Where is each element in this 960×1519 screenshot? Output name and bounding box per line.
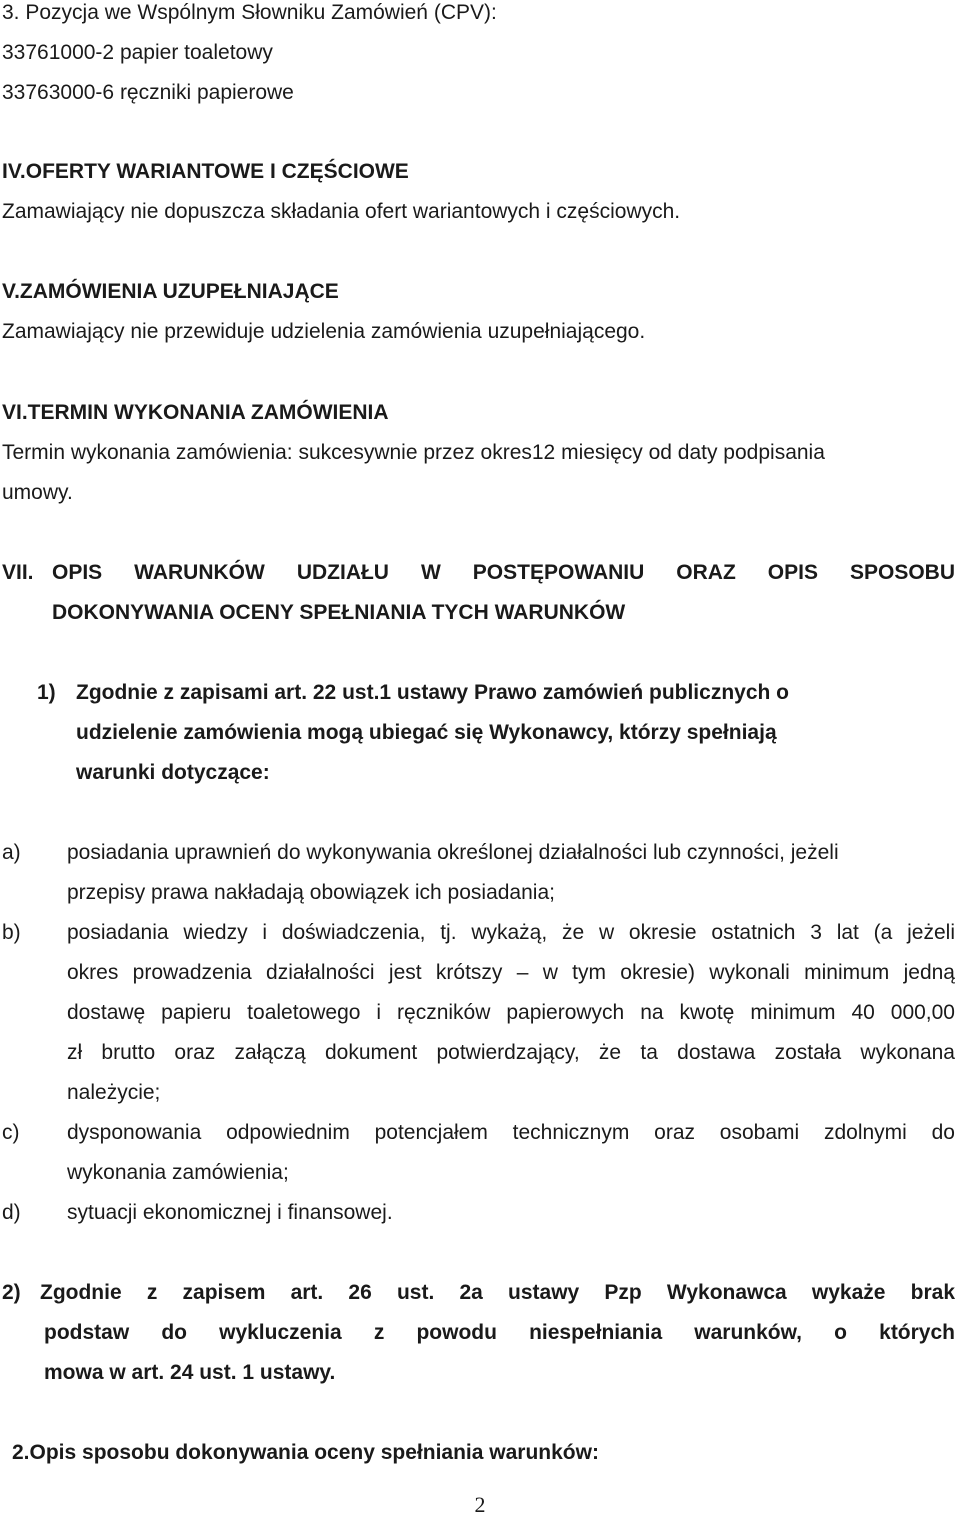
condition-line: należycie; (67, 1081, 161, 1104)
condition-line: posiadania uprawnień do wykonywania określonej działalności lub czynności, jeżeli (67, 841, 839, 864)
point-1-line: udzielenie zamówienia mogą ubiegać się Wykonawcy, którzy spełniają (76, 721, 777, 744)
condition-item (67, 913, 955, 1113)
condition-item (67, 1113, 955, 1193)
page-number: 2 (474, 1492, 486, 1517)
section-7-heading-line: DOKONYWANIA OCENY SPEŁNIANIA TYCH WARUNKÓW (52, 601, 626, 624)
condition-line: wykonania zamówienia; (67, 1161, 289, 1184)
condition-line: zł brutto oraz załączą dokument potwierdzający, że ta dostawa została wykonana (67, 1041, 955, 1064)
point-2-line: mowa w art. 24 ust. 1 ustawy. (44, 1361, 336, 1384)
point-2-line: Zgodnie z zapisem art. 26 ust. 2a ustawy Pzp Wykonawca wykaże brak (40, 1281, 955, 1304)
section-5-text: Zamawiający nie przewiduje udzielenia zamówienia uzupełniającego. (2, 320, 646, 343)
condition-line: dysponowania odpowiednim potencjałem technicznym oraz osobami zdolnymi do (67, 1121, 955, 1144)
condition-line: okres prowadzenia działalności jest krótszy – w tym okresie) wykonali minimum jedną (67, 961, 955, 984)
condition-letter: a) (2, 841, 21, 864)
section-6-text-line: umowy. (2, 481, 73, 504)
point-1-line: warunki dotyczące: (76, 761, 270, 784)
condition-line: sytuacji ekonomicznej i finansowej. (67, 1201, 393, 1224)
condition-letter: b) (2, 921, 21, 944)
section-6-text-line: Termin wykonania zamówienia: sukcesywnie przez okres12 miesięcy od daty podpisania (2, 441, 825, 464)
condition-line: dostawę papieru toaletowego i ręczników papierowych na kwotę minimum 40 000,00 (67, 1001, 955, 1024)
subsection-heading: 2.Opis sposobu dokonywania oceny spełniania warunków: (12, 1441, 599, 1464)
cpv-heading: 3. Pozycja we Wspólnym Słowniku Zamówień (CPV): (2, 1, 497, 24)
point-2-line: podstaw do wykluczenia z powodu niespełniania warunków, o których (44, 1321, 955, 1344)
condition-letter: c) (2, 1121, 20, 1144)
condition-item (67, 1193, 955, 1233)
condition-item (67, 833, 955, 913)
point-1-number: 1) (37, 681, 56, 704)
section-4-text: Zamawiający nie dopuszcza składania ofert wariantowych i częściowych. (2, 200, 681, 223)
section-4-heading: IV.OFERTY WARIANTOWE I CZĘŚCIOWE (2, 160, 409, 183)
section-7-number: VII. (2, 561, 34, 584)
point-1-line: Zgodnie z zapisami art. 22 ust.1 ustawy Prawo zamówień publicznych o (76, 681, 789, 704)
cpv-item: 33763000-6 ręczniki papierowe (2, 81, 294, 104)
condition-line: przepisy prawa nakładają obowiązek ich posiadania; (67, 881, 555, 904)
point-2-number: 2) (2, 1281, 21, 1304)
section-7-heading-line: OPIS WARUNKÓW UDZIAŁU W POSTĘPOWANIU ORAZ OPIS SPOSOBU (52, 561, 955, 584)
cpv-item: 33761000-2 papier toaletowy (2, 41, 273, 64)
condition-letter: d) (2, 1201, 21, 1224)
section-5-heading: V.ZAMÓWIENIA UZUPEŁNIAJĄCE (2, 280, 339, 303)
section-6-heading: VI.TERMIN WYKONANIA ZAMÓWIENIA (2, 401, 389, 424)
condition-line: posiadania wiedzy i doświadczenia, tj. wykażą, że w okresie ostatnich 3 lat (a jeżeli (67, 921, 955, 944)
